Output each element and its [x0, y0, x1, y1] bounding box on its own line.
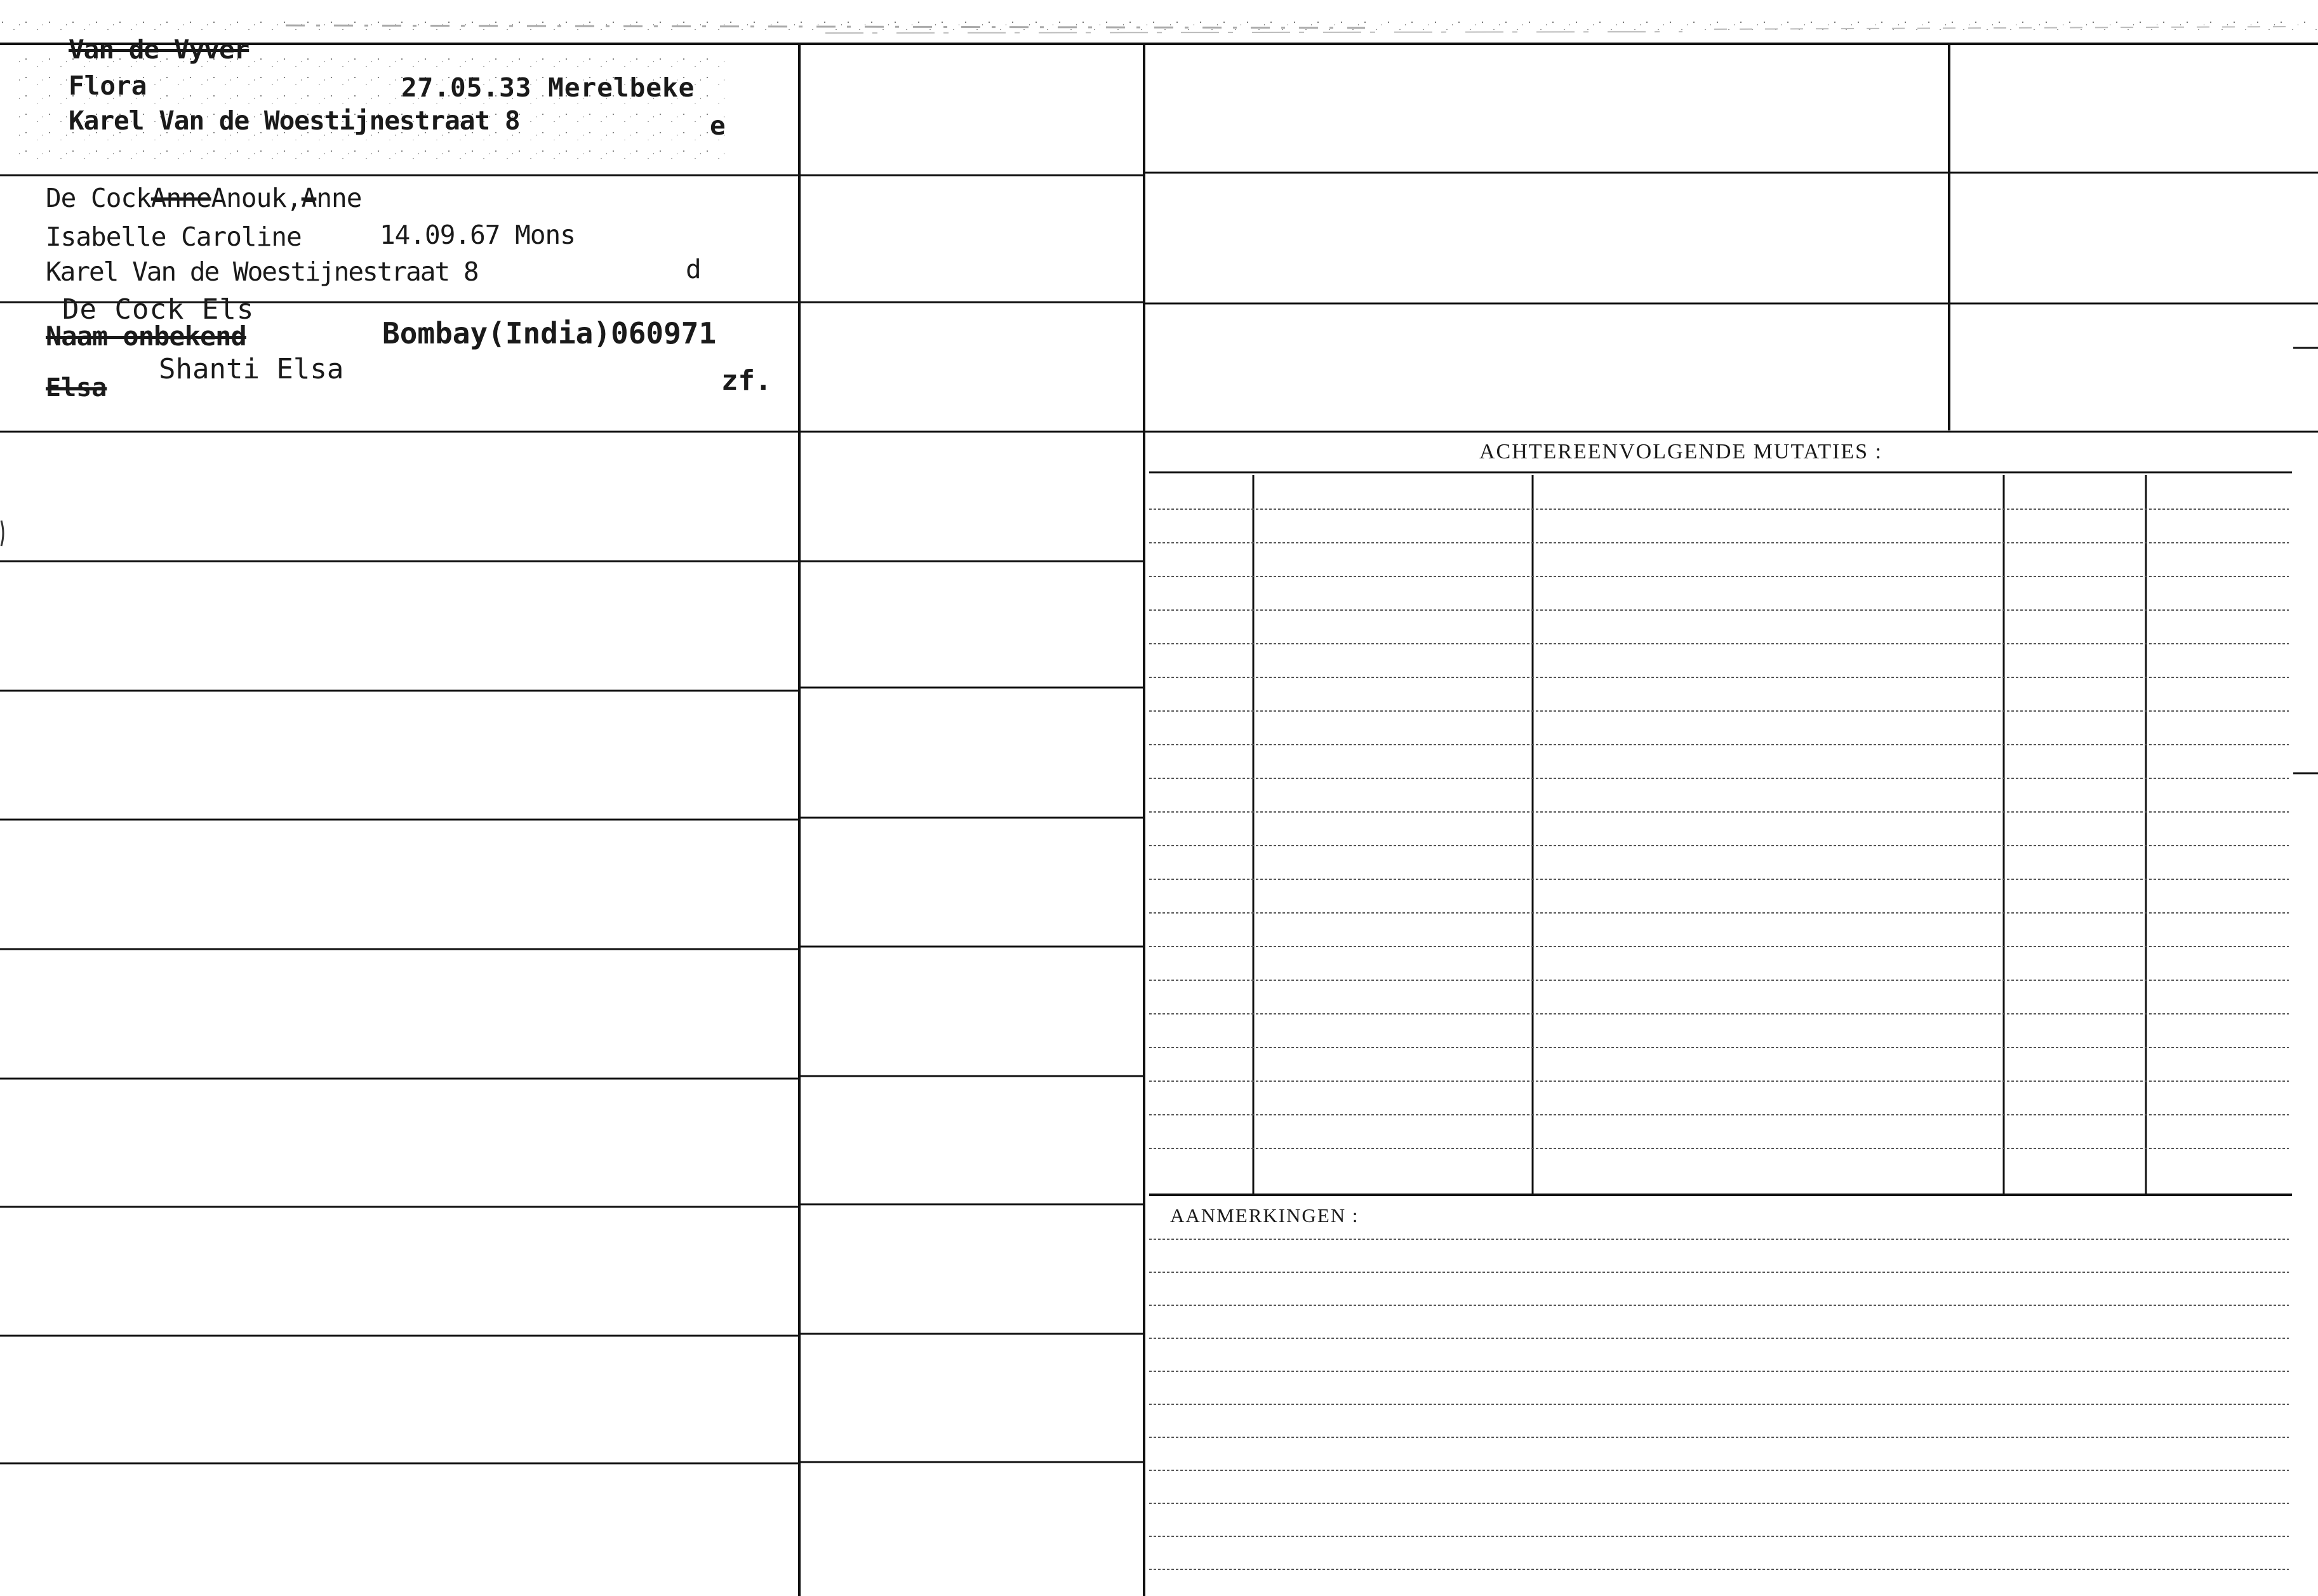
entry-3-struck-given: Elsa	[46, 373, 107, 402]
entry-1-birth: 27.05.33 Merelbeke	[401, 72, 695, 103]
left-row-lines	[0, 175, 799, 1463]
mutations-table	[1149, 472, 2292, 1195]
entry-1-relation: e	[710, 110, 726, 141]
entry-3-correction: De Cock Els	[62, 293, 255, 326]
entry-3-given-names: Shanti Elsa	[159, 353, 344, 385]
edge-mark	[1, 521, 3, 546]
entry-1-given-name: Flora	[69, 70, 147, 101]
entry-2-relation: d	[686, 254, 702, 284]
entry-2-name-line	[46, 185, 361, 211]
entry-2-struck-word: Anne	[150, 183, 211, 213]
entry-2-birth: 14.09.67 Mons	[380, 220, 575, 250]
entry-2-given-name-2: Isabelle Caroline	[46, 222, 302, 252]
remarks-header: AANMERKINGEN :	[1170, 1204, 1359, 1227]
entry-2-given-names-a: Anouk,	[211, 183, 302, 213]
middle-row-lines	[799, 175, 1144, 1462]
remarks-lines	[1149, 1239, 2289, 1569]
entry-1-address: Karel Van de Woestijnestraat 8	[69, 105, 520, 136]
entry-3-birth: Bombay(India)060971	[382, 316, 717, 350]
entry-1-surname: Van de Vyver	[69, 34, 250, 65]
entry-2-given-names-b: nne	[316, 183, 362, 213]
right-upper-row-lines	[1144, 173, 2318, 432]
entry-3-struck-surname: Naam onbekend	[46, 321, 246, 352]
entry-2-corrected-letter: A	[301, 183, 317, 213]
entry-2-address: Karel Van de Woestijnestraat 8	[46, 256, 478, 287]
mutations-header: ACHTEREENVOLGENDE MUTATIES :	[1479, 440, 1882, 463]
entry-3-relation: zf.	[721, 364, 772, 397]
entry-2-surname: De Cock	[46, 183, 151, 213]
